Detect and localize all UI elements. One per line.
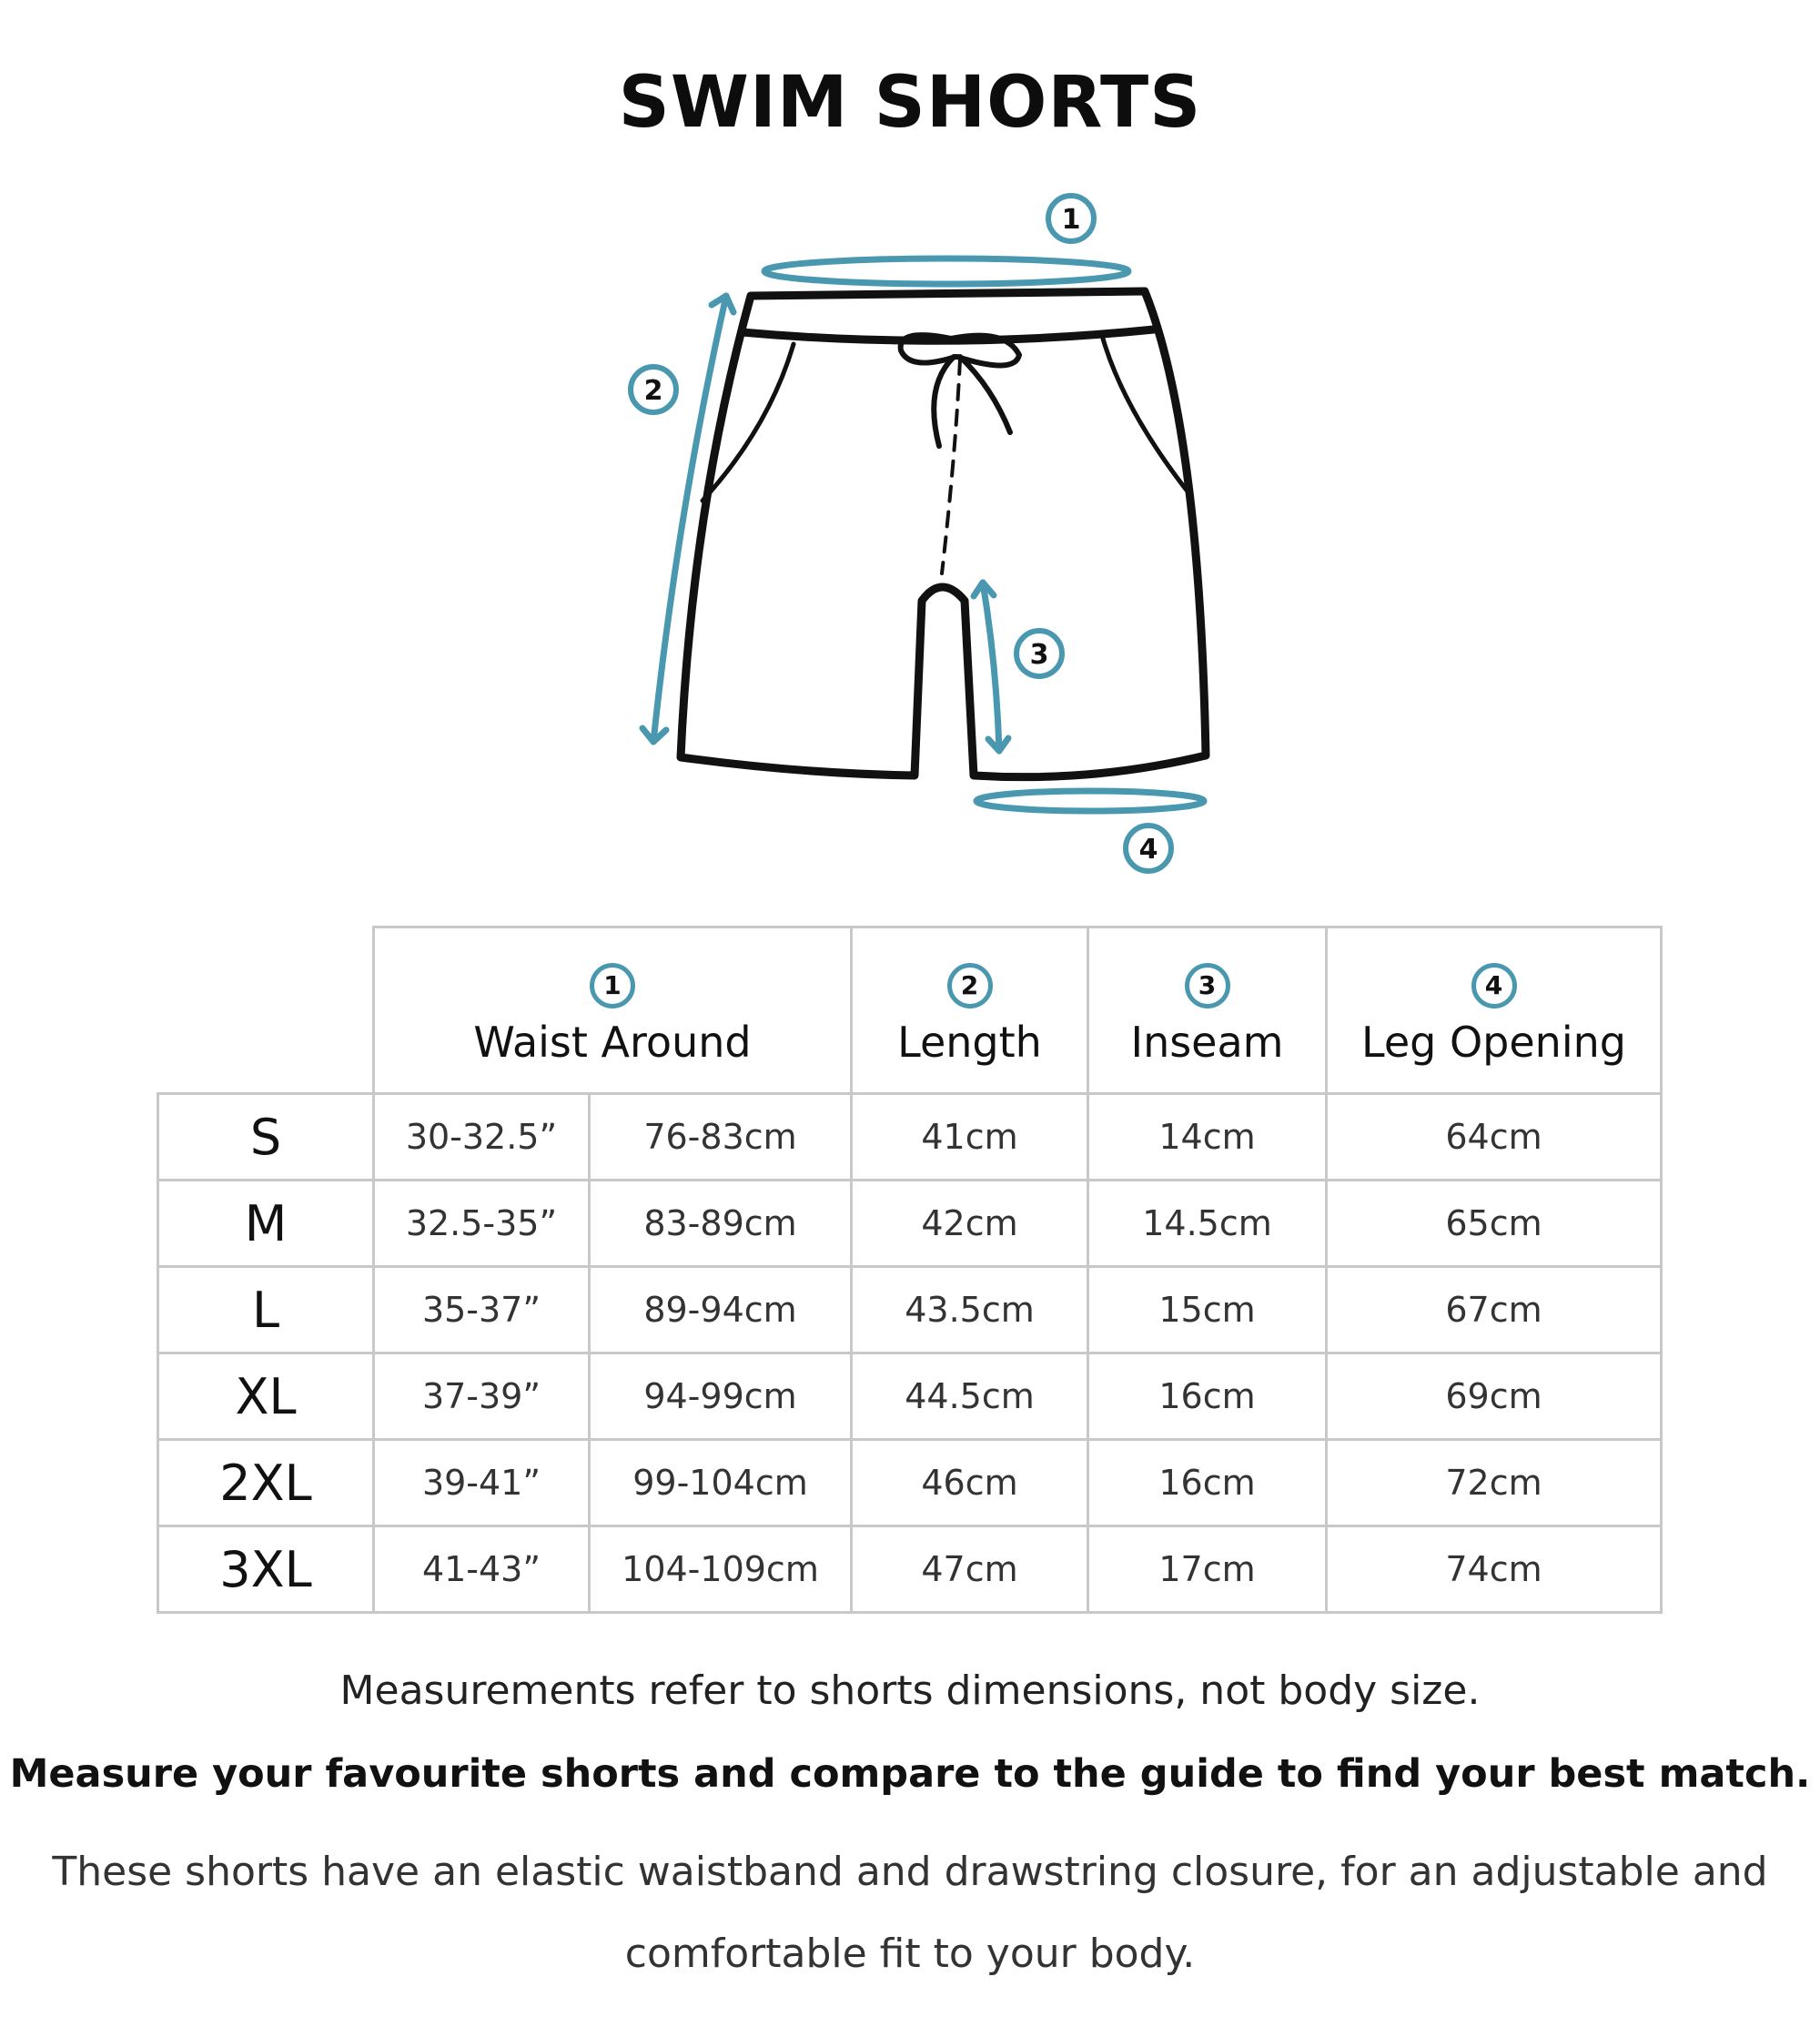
svg-text:3: 3 [1029,639,1049,671]
waist-measure-ring [764,258,1128,284]
fit-description: These shorts have an elastic waistband and drawstring closure, for an adjustable and comfortable fit to your body. [52,1849,1768,1977]
inseam-cell: 17cm [1088,1526,1327,1613]
measurement-note: Measurements refer to shorts dimensions, not body size. [339,1667,1481,1714]
length-cell: 43.5cm [852,1267,1088,1353]
waist-inches-cell: 35-37” [374,1267,590,1353]
waist-cm-cell: 99-104cm [590,1440,852,1526]
inseam-cell: 16cm [1088,1353,1327,1440]
table-row [158,1353,1662,1440]
length-cell: 41cm [852,1094,1088,1181]
marker-3 [1016,631,1062,676]
marker-4 [1126,826,1171,871]
header-length [852,927,1088,1094]
waist-cm-cell: 104-109cm [590,1526,852,1613]
svg-text:4: 4 [1138,834,1158,866]
size-chart-table [157,926,1663,1614]
header-label: Inseam [1130,1018,1284,1067]
header-empty-cell [158,927,374,1094]
inseam-cell: 14.5cm [1088,1181,1327,1267]
header-leg-opening [1327,927,1662,1094]
waist-inches-cell: 37-39” [374,1353,590,1440]
header-label: Waist Around [473,1018,752,1067]
header-inseam [1088,927,1327,1094]
svg-text:1: 1 [1061,204,1081,236]
inseam-cell: 16cm [1088,1440,1327,1526]
leg-opening-cell: 65cm [1327,1181,1662,1267]
size-cell: L [158,1267,374,1353]
inseam-measure-arrow [983,583,999,751]
waist-cm-cell: 76-83cm [590,1094,852,1181]
header-waist [374,927,852,1094]
marker-2 [631,367,676,412]
inseam-cell: 14cm [1088,1094,1327,1181]
length-cell: 42cm [852,1181,1088,1267]
leg-opening-cell: 64cm [1327,1094,1662,1181]
shorts-diagram [0,0,1820,910]
size-cell: S [158,1094,374,1181]
measure-instruction: Measure your favourite shorts and compare to the guide to find your best match. [9,1751,1811,1797]
waist-cm-cell: 94-99cm [590,1353,852,1440]
waist-cm-cell: 89-94cm [590,1267,852,1353]
size-cell: 2XL [158,1440,374,1526]
length-cell: 44.5cm [852,1353,1088,1440]
leg-opening-cell: 69cm [1327,1353,1662,1440]
number-badge: 4 [1471,963,1517,1008]
number-badge: 3 [1185,963,1230,1008]
waist-inches-cell: 39-41” [374,1440,590,1526]
leg-opening-measure-ring [976,791,1204,811]
table-row [158,1267,1662,1353]
inseam-cell: 15cm [1088,1267,1327,1353]
waist-inches-cell: 32.5-35” [374,1181,590,1267]
table-header-row [158,927,1662,1094]
length-cell: 46cm [852,1440,1088,1526]
waist-inches-cell: 41-43” [374,1526,590,1613]
header-label: Leg Opening [1361,1018,1626,1067]
marker-1 [1048,196,1094,241]
leg-opening-cell: 74cm [1327,1526,1662,1613]
table-row [158,1094,1662,1181]
header-label: Length [897,1018,1042,1067]
number-badge: 1 [590,963,635,1008]
leg-opening-cell: 72cm [1327,1440,1662,1526]
size-cell: XL [158,1353,374,1440]
length-cell: 47cm [852,1526,1088,1613]
svg-text:2: 2 [643,375,663,407]
table-row [158,1526,1662,1613]
size-cell: 3XL [158,1526,374,1613]
leg-opening-cell: 67cm [1327,1267,1662,1353]
shorts-outline [681,291,1206,777]
waist-inches-cell: 30-32.5” [374,1094,590,1181]
page-title: SWIM SHORTS [618,62,1202,144]
table-row [158,1440,1662,1526]
number-badge: 2 [947,963,993,1008]
table-row [158,1181,1662,1267]
waist-cm-cell: 83-89cm [590,1181,852,1267]
size-cell: M [158,1181,374,1267]
